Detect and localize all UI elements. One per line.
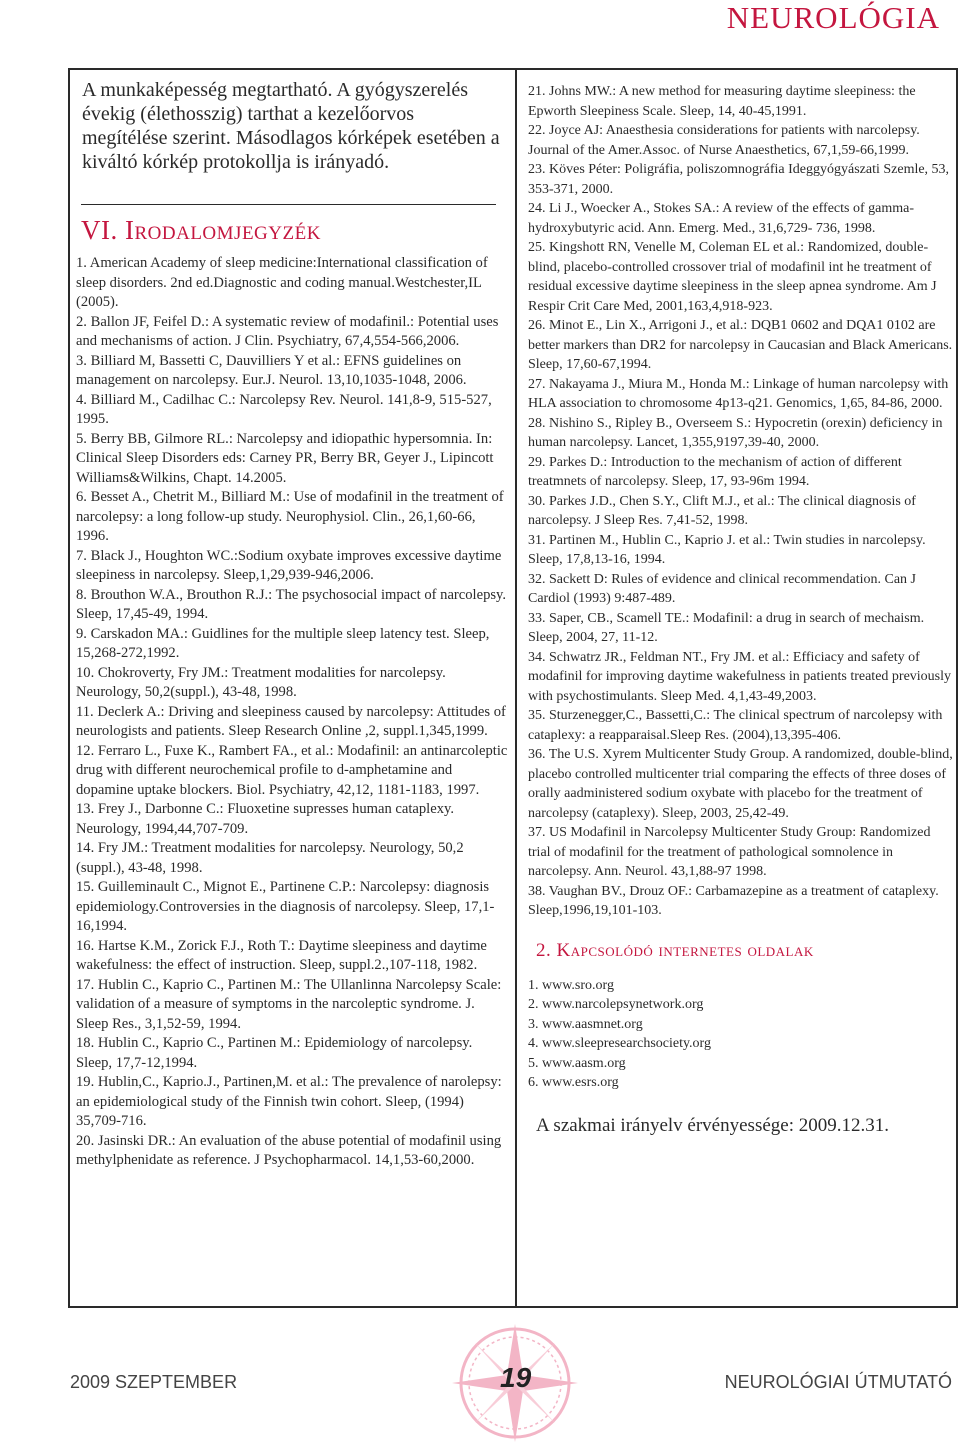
reference-item: 18. Hublin C., Kaprio C., Partinen M.: Epidemiology of narcolepsy. Sleep, 17,7-12,1994. [76, 1035, 473, 1071]
reference-item: 35. Sturzenegger,C., Bassetti,C.: The clinical spectrum of narcolepsy with cataplexy: a reapparaisal.Sleep Res. (2004),13,395-406. [528, 708, 943, 743]
reference-item: 9. Carskadon MA.: Guidlines for the multiple sleep latency test. Sleep, 15,268-272,1992. [76, 625, 490, 661]
link-item: 1. www.sro.org [528, 977, 614, 993]
column-divider [515, 68, 517, 1308]
reference-item: 1. American Academy of sleep medicine:International classification of sleep disorders. 2nd ed.Diagnostic and coding manual.Westchester,IL (2005). [76, 255, 488, 310]
reference-item: 21. Johns MW.: A new method for measuring daytime sleepiness: the Epworth Sleepiness Scale. Sleep, 14, 40-45,1991. [528, 84, 916, 119]
reference-item: 16. Hartse K.M., Zorick F.J., Roth T.: Daytime sleepiness and daytime wakefulness: the effect of instruction. Sleep, suppl.2.,107-118, 1982. [76, 937, 487, 973]
footer-guide-title: NEUROLÓGIAI ÚTMUTATÓ [724, 1372, 952, 1392]
reference-item: 7. Black J., Houghton WC.:Sodium oxybate improves excessive daytime sleepiness in narcolepsy. Sleep,1,29,939-946,2006. [76, 547, 502, 583]
reference-item: 13. Frey J., Darbonne C.: Fluoxetine supresses human cataplexy. Neurology, 1994,44,707-709. [76, 801, 455, 837]
reference-item: 34. Schwatrz JR., Feldman NT., Fry JM. et al.: Efficiacy and safety of modafinil for improving daytime wakefulness in patients treated previously with psychostimulants. Sleep Med. 4,1,43-49,2003. [528, 649, 952, 704]
links-section-number: 2. [536, 939, 552, 961]
reference-item: 38. Vaughan BV., Drouz OF.: Carbamazepine as a treatment of cataplexy. Sleep,1996,19,101-103. [528, 883, 939, 918]
reference-list-left [76, 254, 508, 1171]
link-item: 6. www.esrs.org [528, 1075, 619, 1090]
link-item: 5. www.aasm.org [528, 1055, 626, 1071]
reference-item: 24. Li J., Woecker A., Stokes SA.: A review of the effects of gamma- hydroxybutyric acid. Ann. Emerg. Med., 31,6,729- 736, 1998. [528, 201, 914, 236]
reference-item: 32. Sackett D: Rules of evidence and clinical recommendation. Can J Cardiol (1993) 9:487-489. [528, 571, 916, 606]
reference-item: 20. Jasinski DR.: An evaluation of the abuse potential of modafinil using methylphenidate as reference. J Psychopharmacol. 14,1,53-60,2000. [76, 1132, 502, 1168]
section-heading [81, 215, 508, 246]
left-column [76, 78, 508, 1171]
reference-item: 28. Nishino S., Ripley B., Overseem S.: Hypocretin (orexin) deficiency in human narcolepsy. Lancet, 1,355,9197,39-40, 2000. [528, 415, 943, 450]
reference-item: 11. Declerk A.: Driving and sleepiness caused by narcolepsy: Attitudes of neurologists and patients. Sleep Research Online ,2, suppl.1,345,1999. [76, 703, 506, 739]
reference-item: 8. Brouthon W.A., Brouthon R.J.: The psychosocial impact of narcolepsy. Sleep, 17,45-49, 1994. [76, 586, 507, 622]
page-number: 19 [500, 1362, 532, 1393]
reference-item: 29. Parkes D.: Introduction to the mechanism of action of different treatmnets of narcolepsy. Sleep, 17, 93-96m 1994. [528, 454, 902, 489]
reference-item: 3. Billiard M, Bassetti C, Dauvilliers Y et al.: EFNS guidelines on management on narcolepsy. Eur.J. Neurol. 13,10,1035-1048, 2006. [76, 352, 467, 388]
reference-item: 15. Guilleminault C., Mignot E., Partinene C.P.: Narcolepsy: diagnosis epidemiology.Controversies in the diagnosis of narcolepsy. Sleep, 17,1-16,1994. [76, 879, 495, 934]
reference-item: 30. Parkes J.D., Chen S.Y., Clift M.J., et al.: The clinical diagnosis of narcolepsy. J Sleep Res. 7,41-52, 1998. [528, 493, 916, 528]
links-list [528, 976, 954, 1093]
reference-item: 22. Joyce AJ: Anaesthesia considerations for patients with narcolepsy. Journal of the Amer.Assoc. of Nurse Anaesthetics, 67,1,59-66,1999. [528, 123, 920, 158]
section-number: VI. [81, 215, 118, 245]
reference-item: 33. Saper, CB., Scamell TE.: Modafinil: a drug in search of mechaism. Sleep, 2004, 27, 11-12. [528, 610, 925, 645]
footer-date: 2009 SZEPTEMBER [70, 1372, 238, 1392]
reference-item: 25. Kingshott RN, Venelle M, Coleman EL et al.: Randomized, double-blind, placebo-controlled crossover trial of modafinil int he treatment of residual excessive daytime sleepiness in the sleep apnea syndrome. Am J Respir Crit Care Med, 2001,163,4,918-923. [528, 240, 937, 314]
reference-item: 5. Berry BB, Gilmore RL.: Narcolepsy and idiopathic hypersomnia. In: Clinical Sleep Disorders eds: Carney PR, Berry BR, Geyer J., Lipincott Williams&Wilkins, Chapt. 14.2005. [76, 430, 494, 486]
reference-item: 37. US Modafinil in Narcolepsy Multicenter Study Group: Randomized trial of modafinil for the treatment of pathological somnolence in narcolepsy. Ann. Neurol. 43,1,88-97 1998. [528, 825, 931, 879]
link-item: 4. www.sleepresearchsociety.org [528, 1036, 711, 1051]
reference-list-right [528, 82, 954, 921]
reference-item: 2. Ballon JF, Feifel D.: A systematic review of modafinil.: Potential uses and mechanisms of action. J Clin. Psychiatry, 67,4,554-566,2006. [76, 313, 499, 349]
reference-item: 36. The U.S. Xyrem Multicenter Study Group. A randomized, double-blind, placebo controlled multicenter trial comparing the effects of three doses of orally aadministered sodium oxybate with placebo for the treatment of narcolepsy (cataplexy). Sleep, 2003, 25,42-49. [528, 747, 953, 821]
reference-item: 14. Fry JM.: Treatment modalities for narcolepsy. Neurology, 50,2 (suppl.), 43-48, 1998. [76, 840, 464, 876]
reference-item: 10. Chokroverty, Fry JM.: Treatment modalities for narcolepsy. Neurology, 50,2(suppl.), 43-48, 1998. [76, 664, 446, 700]
page-header-title: NEUROLÓGIA [726, 0, 940, 35]
section-title: Irodalomjegyzék [125, 215, 321, 245]
validity-note: A szakmai irányelv érvényessége: 2009.12.31. [536, 1114, 889, 1136]
reference-item: 12. Ferraro L., Fuxe K., Rambert FA., et al.: Modafinil: an antinarcoleptic drug with different neurochemical profile to d-amphetamine and dopamine uptake blockers. Biol. Psychiatry, 42,12, 1181-1183, 1997. [76, 742, 508, 798]
reference-item: 26. Minot E., Lin X., Arrigoni J., et al.: DQB1 0602 and DQA1 0102 are better markers than DR2 for narcolepsy in Caucasian and Black Americans. Sleep, 17,60-67,1994. [528, 318, 953, 372]
reference-item: 31. Partinen M., Hublin C., Kaprio J. et al.: Twin studies in narcolepsy. Sleep, 17,8,13-16, 1994. [528, 532, 926, 567]
right-column [528, 82, 954, 1137]
reference-item: 27. Nakayama J., Miura M., Honda M.: Linkage of human narcolepsy with HLA association to chromosome 4p13-q21. Genomics, 1,65, 84-86, 2000. [528, 376, 949, 411]
intro-paragraph: A munkaképesség megtartható. A gyógyszerelés évekig (élethosszig) tarthat a kezelőorvos megítélése szerint. Másodlagos kórképek esetében a kiváltó kórkép protokollja is irányadó. [82, 79, 500, 173]
link-item: 2. www.narcolepsynetwork.org [528, 997, 704, 1012]
reference-item: 19. Hublin,C., Kaprio.J., Partinen,M. et al.: The prevalence of narolepsy: an epidemiological study of the Finnish twin cohort. Sleep, (1994) 35,709-716. [76, 1074, 502, 1129]
link-item: 3. www.aasmnet.org [528, 1016, 643, 1032]
section-rule [81, 204, 496, 205]
links-section-title: Kapcsolódó internetes oldalak [556, 939, 814, 961]
reference-item: 23. Köves Péter: Poligráfia, poliszomnográfia Ideggyógyászati Szemle, 53, 353-371, 2000. [528, 162, 950, 197]
reference-item: 6. Besset A., Chetrit M., Billiard M.: Use of modafinil in the treatment of narcolepsy: a long follow-up study. Neurophysiol. Clin., 26,1,60-66, 1996. [76, 489, 504, 544]
reference-item: 4. Billiard M., Cadilhac C.: Narcolepsy Rev. Neurol. 141,8-9, 515-527, 1995. [76, 391, 492, 427]
links-heading [536, 940, 954, 962]
reference-item: 17. Hublin C., Kaprio C., Partinen M.: The Ullanlinna Narcolepsy Scale: validation of a measure of symptoms in the narcoleptic syndrome. J. Sleep Res., 3,1,52-59, 1994. [76, 976, 502, 1032]
